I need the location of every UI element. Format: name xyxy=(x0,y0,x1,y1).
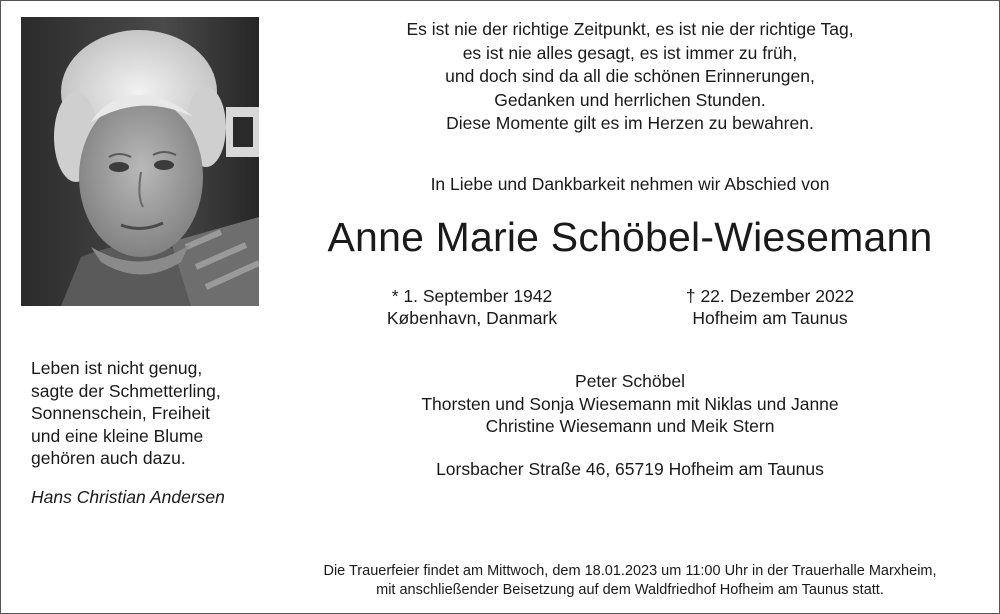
funeral-service-info xyxy=(250,562,1000,600)
poem-line: und doch sind da all die schönen Erinnerungen, xyxy=(445,66,815,86)
deceased-name: Anne Marie Schöbel-Wiesemann xyxy=(327,214,933,260)
poem-line: es ist nie alles gesagt, es ist immer zu früh, xyxy=(462,42,798,63)
portrait-photo-image xyxy=(21,17,259,306)
death-place: Hofheim am Taunus xyxy=(692,308,848,328)
service-line: mit anschließender Beisetzung auf dem Waldfriedhof Hofheim am Taunus statt. xyxy=(376,582,884,598)
poem-line: Es ist nie der richtige Zeitpunkt, es ist nie der richtige Tag, xyxy=(406,19,854,39)
quote-line: und eine kleine Blume xyxy=(31,425,204,446)
service-line: Die Trauerfeier findet am Mittwoch, dem 18.01.2023 um 11:00 Uhr in der Trauerhalle Marxheim, xyxy=(323,563,937,579)
family-address: Lorsbacher Straße 46, 65719 Hofheim am Taunus xyxy=(436,459,824,479)
quote-line: gehören auch dazu. xyxy=(31,448,186,468)
quote-line: sagte der Schmetterling, xyxy=(31,380,221,401)
birth-place: København, Danmark xyxy=(386,308,558,328)
poem-line: Diese Momente gilt es im Herzen zu bewahren. xyxy=(446,113,814,133)
death-date: † 22. Dezember 2022 xyxy=(685,286,855,306)
quote xyxy=(31,357,271,470)
death-info xyxy=(640,285,900,329)
mourners-list xyxy=(330,370,930,438)
mourner: Thorsten und Sonja Wiesemann mit Niklas und Janne xyxy=(421,393,839,414)
mourner: Peter Schöbel xyxy=(575,371,685,391)
quote-line: Sonnenschein, Freiheit xyxy=(31,403,210,423)
birth-date: * 1. September 1942 xyxy=(391,286,553,306)
farewell-intro: In Liebe und Dankbarkeit nehmen wir Abschied von xyxy=(430,174,830,194)
poem-line: Gedanken und herrlichen Stunden. xyxy=(494,89,766,110)
birth-info xyxy=(342,285,602,329)
poem xyxy=(330,18,930,136)
quote-line: Leben ist nicht genug, xyxy=(31,358,203,378)
portrait-photo xyxy=(21,17,259,306)
quote-author: Hans Christian Andersen xyxy=(31,487,225,507)
mourner: Christine Wiesemann und Meik Stern xyxy=(485,416,775,436)
